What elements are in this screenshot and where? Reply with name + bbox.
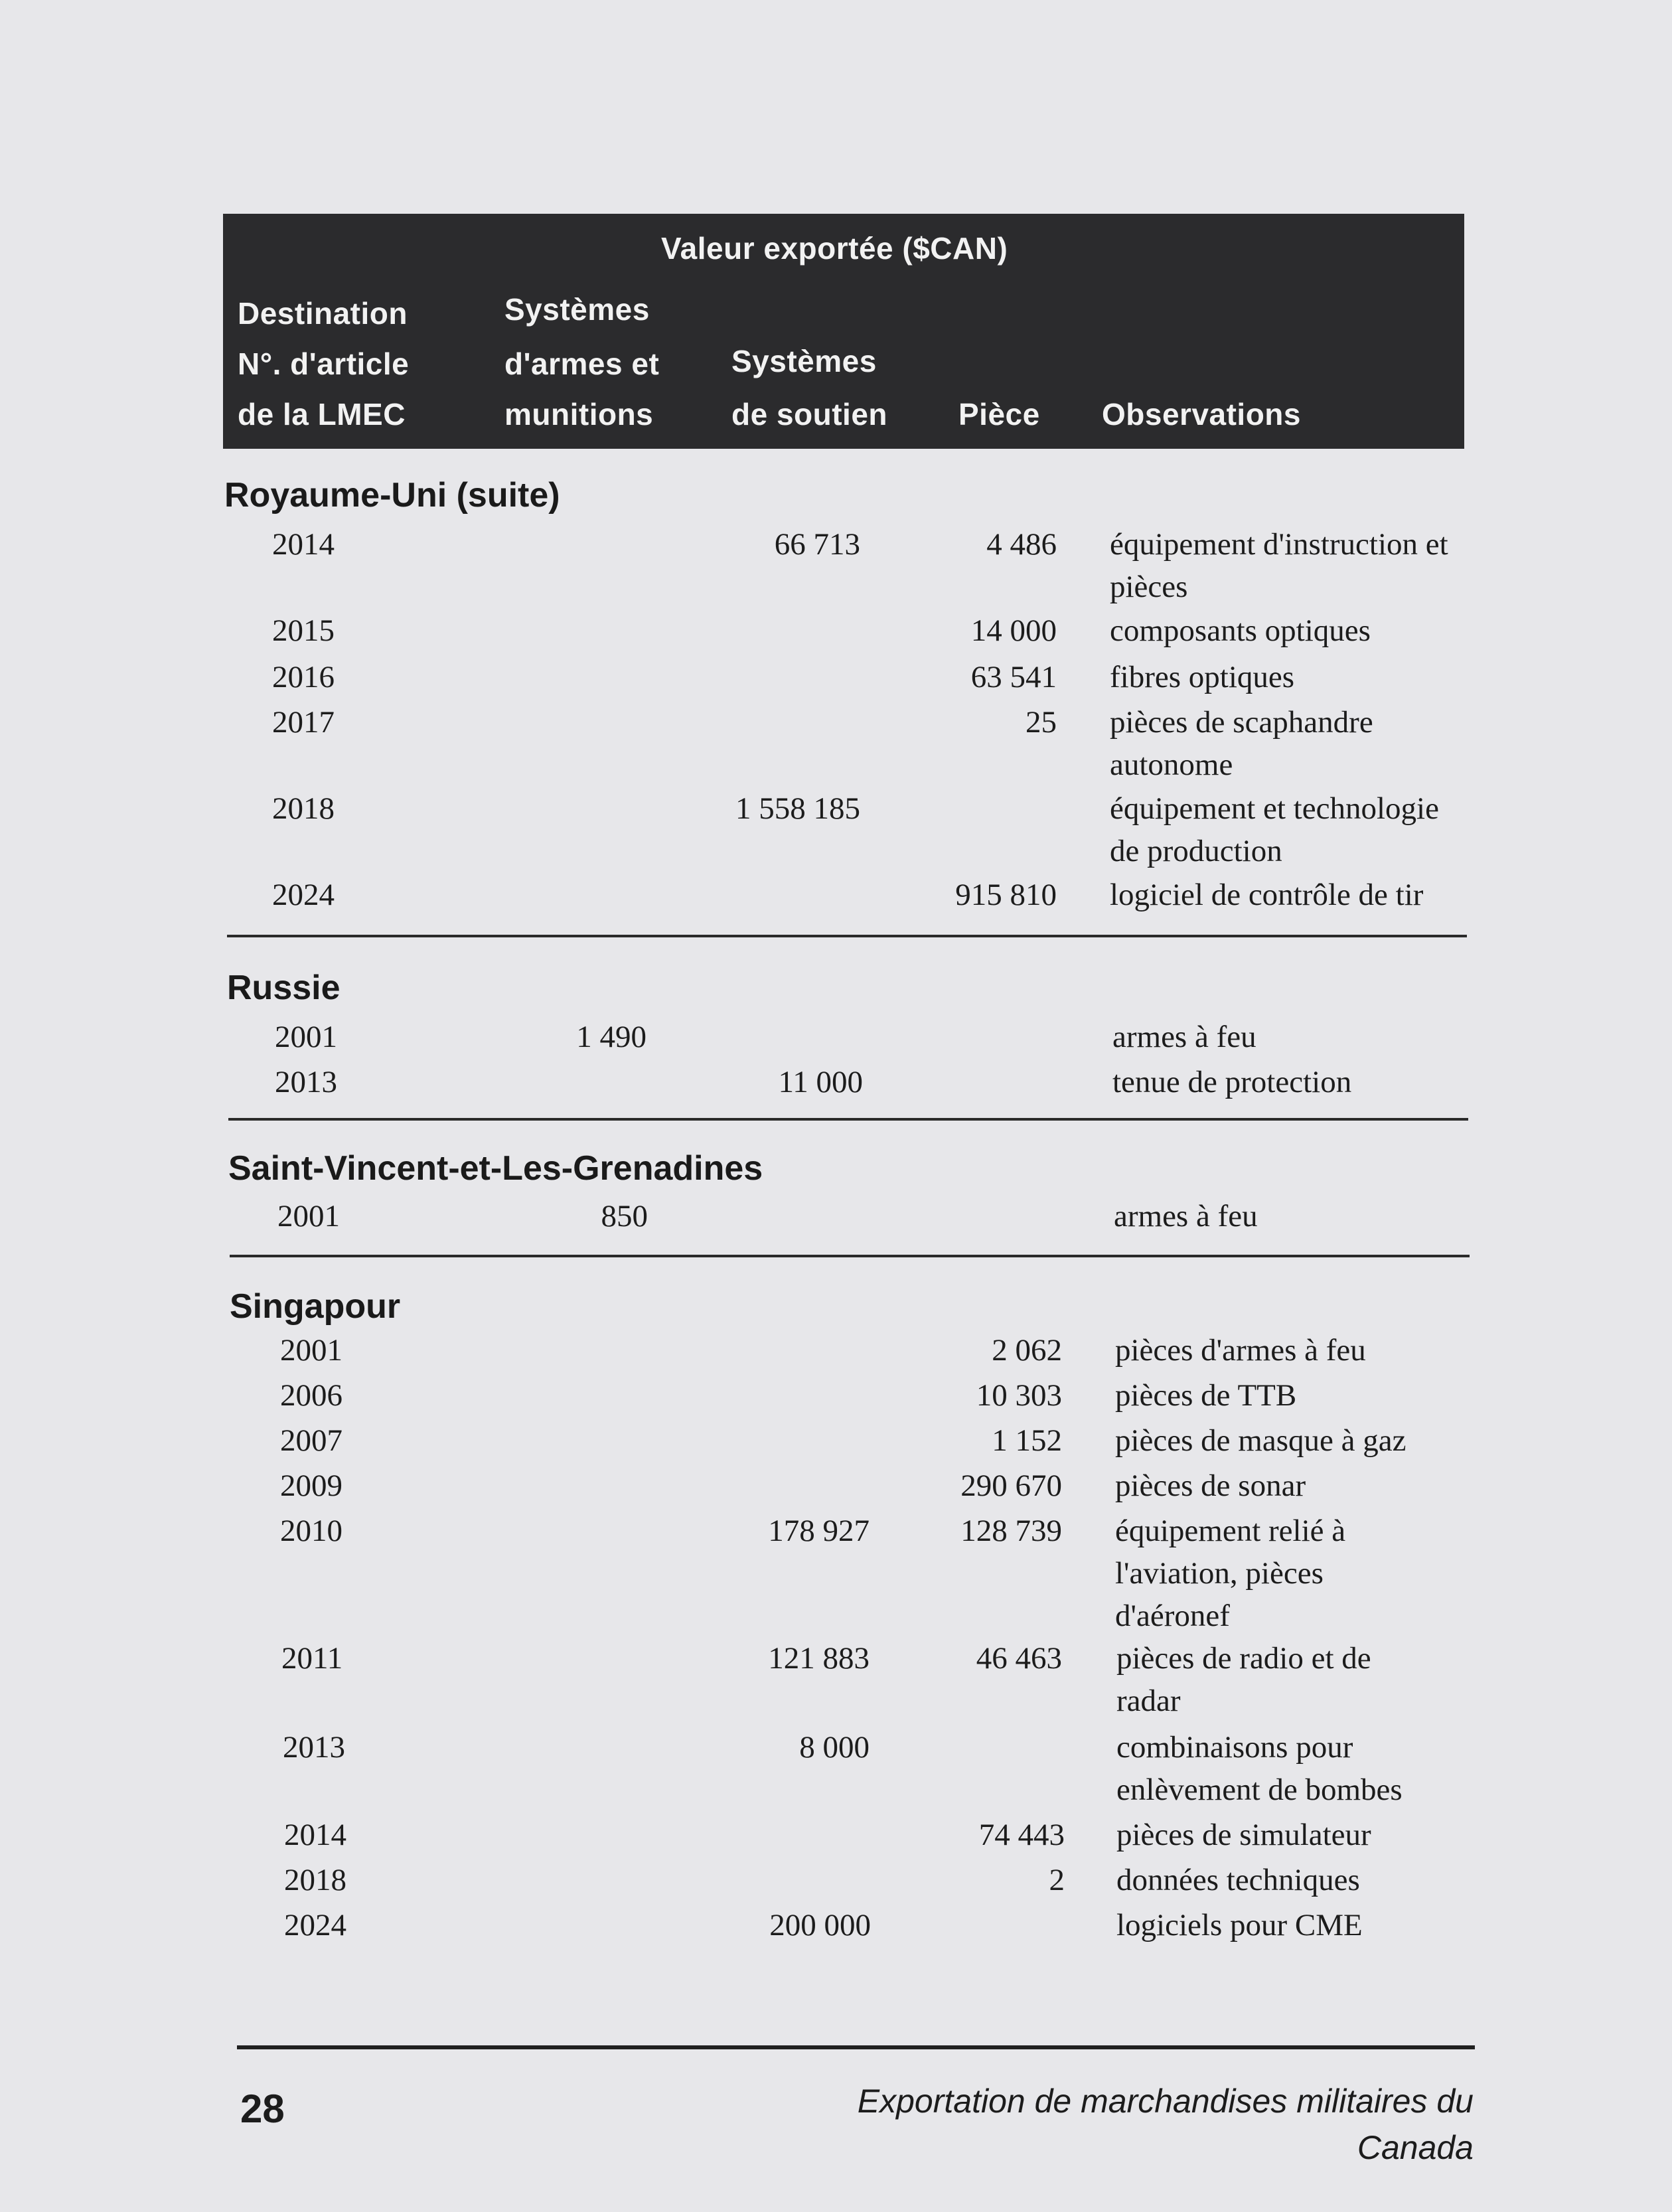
row-observation: équipement et technologie de production bbox=[1110, 791, 1439, 868]
row-year: 2011 bbox=[281, 1641, 343, 1676]
row-year: 2001 bbox=[277, 1199, 340, 1233]
row-support-value: 200 000 bbox=[769, 1908, 871, 1942]
row-observation: équipement d'instruction et pièces bbox=[1110, 527, 1448, 604]
header-title: Valeur exportée ($CAN) bbox=[661, 231, 1008, 266]
row-parts-value: 63 541 bbox=[970, 660, 1057, 694]
row-observation: pièces d'armes à feu bbox=[1115, 1333, 1366, 1368]
row-support-value: 8 000 bbox=[799, 1730, 870, 1765]
row-year: 2014 bbox=[284, 1818, 346, 1852]
row-observation: données techniques bbox=[1116, 1863, 1360, 1897]
row-year: 2018 bbox=[272, 791, 335, 826]
row-parts-value: 14 000 bbox=[970, 613, 1057, 648]
country-heading: Russie bbox=[227, 969, 341, 1007]
row-year: 2015 bbox=[272, 613, 335, 648]
row-parts-value: 74 443 bbox=[978, 1818, 1065, 1852]
row-observation: pièces de radio et de radar bbox=[1116, 1641, 1371, 1718]
row-observation: pièces de TTB bbox=[1115, 1378, 1297, 1413]
row-observation: pièces de simulateur bbox=[1116, 1818, 1371, 1852]
row-observation: armes à feu bbox=[1112, 1020, 1256, 1054]
row-parts-value: 10 303 bbox=[976, 1378, 1062, 1413]
row-year: 2001 bbox=[275, 1020, 337, 1054]
row-observation: pièces de masque à gaz bbox=[1115, 1423, 1406, 1458]
header-support-line1: Systèmes bbox=[731, 344, 877, 378]
row-parts-value: 46 463 bbox=[976, 1641, 1062, 1676]
header-destination-line2: N°. d'article bbox=[238, 347, 410, 381]
row-year: 2009 bbox=[280, 1468, 342, 1503]
header-support-line2: de soutien bbox=[731, 397, 888, 432]
country-heading: Saint-Vincent-et-Les-Grenadines bbox=[228, 1149, 763, 1188]
row-observation: combinaisons pour enlèvement de bombes bbox=[1116, 1730, 1403, 1807]
footer-rule bbox=[237, 2045, 1475, 2049]
section-divider bbox=[227, 935, 1467, 937]
row-year: 2018 bbox=[284, 1863, 346, 1897]
row-observation: armes à feu bbox=[1114, 1199, 1258, 1233]
row-observation: fibres optiques bbox=[1110, 660, 1295, 694]
row-observation: pièces de sonar bbox=[1115, 1468, 1306, 1503]
page-number: 28 bbox=[240, 2087, 285, 2131]
row-year: 2007 bbox=[280, 1423, 342, 1458]
row-support-value: 121 883 bbox=[768, 1641, 870, 1676]
row-support-value: 66 713 bbox=[774, 527, 860, 562]
row-support-value: 1 558 185 bbox=[735, 791, 860, 826]
header-observations: Observations bbox=[1102, 397, 1301, 432]
row-parts-value: 128 739 bbox=[960, 1514, 1062, 1548]
row-parts-value: 4 486 bbox=[986, 527, 1057, 562]
row-parts-value: 290 670 bbox=[960, 1468, 1062, 1503]
row-observation: équipement relié à l'aviation, pièces d'aéronef bbox=[1115, 1514, 1346, 1633]
row-year: 2014 bbox=[272, 527, 335, 562]
row-weapons-value: 850 bbox=[601, 1199, 648, 1233]
header-destination-line3: de la LMEC bbox=[238, 397, 406, 432]
row-year: 2006 bbox=[280, 1378, 342, 1413]
row-parts-value: 915 810 bbox=[955, 878, 1057, 912]
row-year: 2013 bbox=[275, 1065, 337, 1099]
section-divider bbox=[230, 1255, 1470, 1257]
publication-title: Exportation de marchandises militaires du Canada bbox=[857, 2083, 1474, 2166]
row-year: 2024 bbox=[284, 1908, 346, 1942]
row-year: 2010 bbox=[280, 1514, 342, 1548]
row-observation: composants optiques bbox=[1110, 613, 1371, 648]
header-weapons-line2: d'armes et bbox=[504, 347, 660, 381]
row-weapons-value: 1 490 bbox=[576, 1020, 646, 1054]
row-parts-value: 2 bbox=[1049, 1863, 1065, 1897]
row-parts-value: 25 bbox=[1026, 705, 1057, 740]
row-observation: logiciel de contrôle de tir bbox=[1110, 878, 1424, 912]
header-parts: Pièce bbox=[958, 397, 1040, 432]
row-support-value: 11 000 bbox=[778, 1065, 863, 1099]
table-header bbox=[223, 214, 1464, 449]
row-observation: pièces de scaphandre autonome bbox=[1110, 705, 1373, 782]
row-year: 2013 bbox=[283, 1730, 345, 1765]
header-weapons-line3: munitions bbox=[504, 397, 654, 432]
country-heading: Royaume-Uni (suite) bbox=[224, 476, 560, 514]
row-support-value: 178 927 bbox=[768, 1514, 870, 1548]
header-weapons-line1: Systèmes bbox=[504, 292, 650, 327]
row-observation: logiciels pour CME bbox=[1116, 1908, 1363, 1942]
row-observation: tenue de protection bbox=[1112, 1065, 1352, 1099]
section-divider bbox=[228, 1118, 1468, 1121]
header-destination-line1: Destination bbox=[238, 296, 408, 331]
row-year: 2016 bbox=[272, 660, 335, 694]
row-parts-value: 2 062 bbox=[992, 1333, 1062, 1368]
row-year: 2017 bbox=[272, 705, 335, 740]
row-parts-value: 1 152 bbox=[992, 1423, 1062, 1458]
country-heading: Singapour bbox=[230, 1287, 401, 1326]
row-year: 2001 bbox=[280, 1333, 342, 1368]
row-year: 2024 bbox=[272, 878, 335, 912]
